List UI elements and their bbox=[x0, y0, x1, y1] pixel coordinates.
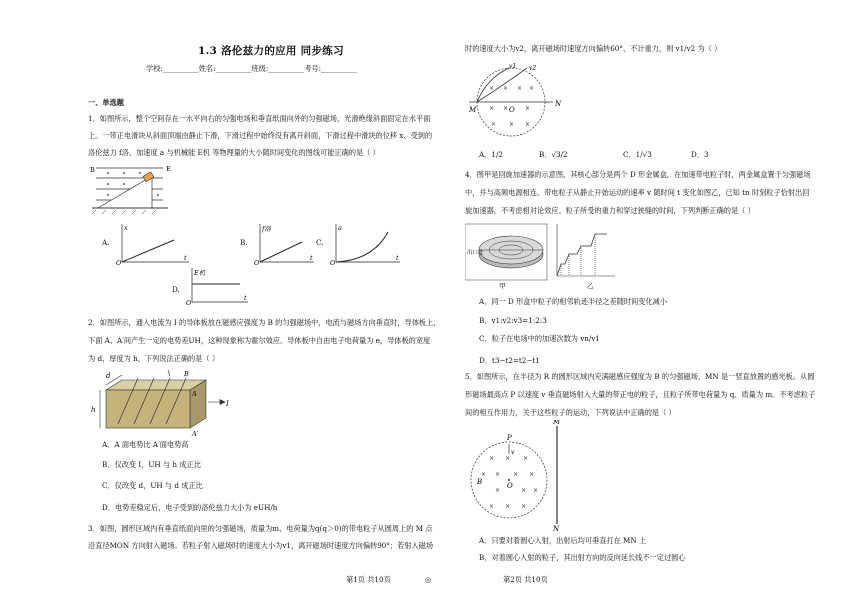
q5-label-N: N bbox=[553, 525, 560, 532]
q4-line-3: 旋加速器，不考虑相对论效应、粒子所受的重力和穿过狭缝的时间，下列判断正确的是（ ） bbox=[465, 206, 755, 215]
svg-text:×: × bbox=[525, 105, 531, 112]
q4-label-yi: 乙 bbox=[587, 282, 594, 290]
q1-label-B: B bbox=[90, 166, 95, 174]
q3-label-O: O bbox=[509, 106, 515, 114]
svg-text:×: × bbox=[489, 455, 495, 462]
q1-graph-b-yaxis: f洛 bbox=[262, 225, 271, 233]
q1-graph-d-origin: O bbox=[186, 299, 192, 307]
q1-graph-d-yaxis: E机 bbox=[194, 269, 206, 277]
svg-text:×: × bbox=[521, 503, 527, 510]
q1-graph-d bbox=[184, 266, 254, 308]
q4-line-2: 中，并与高频电源相连。带电粒子从静止开始运动的速率 v 随时间 t 变化如图乙，已知 tn 时刻粒子恰射出回 bbox=[465, 188, 810, 197]
q1-graph-b-xaxis: t bbox=[310, 254, 313, 262]
svg-text:×: × bbox=[533, 487, 539, 494]
q1-line-1: 1．如图所示，整个空间存在一水平向右的匀强电场和垂直纸面向外的匀强磁场，光滑绝缘斜面固定在水平面 bbox=[88, 114, 431, 123]
q2-hall-plate-figure bbox=[88, 368, 238, 438]
q2-label-A-prime: A′ bbox=[192, 430, 199, 438]
svg-text:×: × bbox=[489, 85, 495, 92]
q1-graph-a-xaxis: t bbox=[184, 254, 187, 262]
q1-line-2: 上。一带正电滑块从斜面顶端由静止下滑，下滑过程中始终没有离开斜面，下滑过程中滑块的位移 x、受到的 bbox=[88, 131, 433, 140]
svg-text:×: × bbox=[503, 105, 509, 112]
q4-option-c[interactable]: C．粒子在电场中的加速次数为 vn/v1 bbox=[479, 334, 600, 343]
q4-label-exit: 出口处 bbox=[467, 250, 484, 256]
svg-text:×: × bbox=[489, 503, 495, 510]
q1-graph-b bbox=[252, 222, 322, 266]
q5-label-B: B bbox=[477, 478, 483, 486]
q1-option-a[interactable]: A. bbox=[102, 238, 110, 247]
q1-field-figure bbox=[88, 164, 178, 218]
q2-label-I: I bbox=[226, 400, 229, 408]
svg-text:×: × bbox=[505, 455, 511, 462]
section-heading: 一、单选题 bbox=[88, 98, 124, 107]
q5-label-O: O bbox=[507, 482, 513, 490]
q2-line-1: 2．如图所示，通入电流为 I 的导体板放在磁感应强度为 B 的匀强磁场中，电流与磁场方向垂直时，导体板上， bbox=[88, 318, 441, 327]
q3-option-b[interactable]: B．√3/2 bbox=[539, 150, 568, 159]
q1-option-d[interactable]: D. bbox=[172, 285, 180, 294]
q3-label-v2: v2 bbox=[529, 65, 537, 72]
q1-graph-b-origin: O bbox=[254, 259, 260, 266]
q1-graph-c-xaxis: t bbox=[396, 254, 399, 262]
q2-label-A: A bbox=[192, 390, 197, 398]
svg-text:×: × bbox=[481, 471, 487, 478]
q1-graph-a bbox=[114, 222, 194, 266]
q5-circle-figure bbox=[465, 420, 575, 532]
svg-text:×: × bbox=[529, 471, 535, 478]
svg-text:×: × bbox=[529, 85, 535, 92]
footer-left-page: 第1页 共10页 bbox=[346, 575, 391, 584]
svg-text:×: × bbox=[495, 487, 501, 494]
q4-option-a[interactable]: A．同一 D 形盒中粒子的相邻轨迹半径之差随时间变化减小 bbox=[479, 297, 668, 306]
q2-label-h: h bbox=[91, 406, 96, 414]
q4-option-b[interactable]: B．v1:v2:v3=1:2:3 bbox=[479, 316, 547, 325]
q3-line-3: 时的速度大小为v2，离开磁场时速度方向偏转60°，不计重力，则 v1/v2 为（ ） bbox=[465, 44, 722, 53]
q1-graph-a-origin: O bbox=[116, 259, 122, 266]
q5-label-P: P bbox=[507, 434, 512, 442]
q5-line-3: 间的相互作用力，关于这些粒子的运动，下列说法中正确的是（ ） bbox=[465, 408, 676, 417]
q1-label-E: E bbox=[166, 165, 171, 173]
q3-option-c[interactable]: C．1/√3 bbox=[623, 150, 652, 159]
q3-label-N: N bbox=[555, 100, 562, 108]
q5-line-1: 5．如图所示，在半径为 R 的圆形区域内充满磁感应强度为 B 的匀强磁场，MN 是一竖直放置的感光板。从圆 bbox=[465, 372, 815, 381]
student-info-line: 学校:__________姓名:__________班级:__________考号:__________ bbox=[146, 64, 357, 73]
q1-graph-c-yaxis: a bbox=[338, 224, 342, 232]
q5-label-v: v bbox=[511, 449, 515, 456]
q2-option-d[interactable]: D．电势差稳定后，电子受到的洛伦兹力大小为 eUH/h bbox=[102, 503, 278, 512]
q2-line-2: 下面 A、A′间产生一定的电势差UH，这种现象称为霍尔效应。导体板中自由电子电荷量为 e，导体板的宽度 bbox=[88, 336, 431, 345]
q4-cyclotron-figure bbox=[465, 220, 625, 292]
q3-circle-figure bbox=[465, 60, 575, 142]
svg-text:×: × bbox=[509, 121, 515, 128]
q5-option-b[interactable]: B．对着圆心入射的粒子，其出射方向的反向延长线不一定过圆心 bbox=[479, 553, 686, 562]
q5-label-M: M bbox=[553, 420, 561, 426]
q3-label-v1: v1 bbox=[509, 63, 517, 70]
svg-text:×: × bbox=[505, 503, 511, 510]
svg-text:×: × bbox=[517, 85, 523, 92]
q1-graph-c bbox=[328, 222, 408, 266]
q2-label-B: B bbox=[184, 370, 189, 378]
footer-divider-mark: ◎ bbox=[425, 575, 432, 584]
q3-line-2: 沿直径MON 方向射入磁场。若粒子射入磁场时的速度大小为v1，离开磁场时速度方向偏转90°；若射入磁场 bbox=[88, 541, 434, 550]
q3-option-d[interactable]: D．3 bbox=[691, 150, 709, 159]
svg-text:×: × bbox=[525, 121, 531, 128]
q5-line-2: 形磁场最高点 P 以速度 v 垂直磁场射入大量的带正电的粒子，且粒子所带电荷量为 q、质量为 m。不考虑粒子 bbox=[465, 390, 816, 399]
footer-right-page: 第2页 共10页 bbox=[503, 575, 548, 584]
svg-text:×: × bbox=[491, 121, 497, 128]
q5-option-a[interactable]: A．只要对着圆心入射，出射后均可垂直打在 MN 上 bbox=[479, 536, 647, 545]
q4-option-d[interactable]: D．t3−t2=t2−t1 bbox=[479, 356, 540, 365]
q2-option-a[interactable]: A．A 面电势比 A′面电势高 bbox=[102, 440, 189, 449]
svg-text:×: × bbox=[521, 487, 527, 494]
q4-label-jia: 甲 bbox=[499, 282, 506, 290]
q4-line-1: 4．图甲是回旋加速器的示意图，其核心部分是两个 D 形金属盒，在加速带电粒子时，两金属盒置于匀强磁场 bbox=[465, 170, 811, 179]
q3-option-a[interactable]: A．1/2 bbox=[479, 150, 503, 159]
page-title: 1.3 洛伦兹力的应用 同步练习 bbox=[198, 45, 344, 57]
svg-text:×: × bbox=[503, 85, 509, 92]
q1-option-c[interactable]: C. bbox=[316, 238, 324, 247]
svg-text:×: × bbox=[489, 105, 495, 112]
q2-option-c[interactable]: C．仅改变 d，UH 与 d 成正比 bbox=[102, 481, 203, 490]
q1-option-b[interactable]: B. bbox=[240, 238, 248, 247]
q2-line-3: 为 d，厚度为 h，下列说法正确的是（ ） bbox=[88, 354, 220, 363]
q1-graph-c-origin: O bbox=[330, 259, 336, 266]
q1-graph-a-yaxis: x bbox=[124, 224, 128, 232]
q1-graph-d-xaxis: t bbox=[244, 294, 247, 302]
q2-label-d: d bbox=[106, 372, 111, 380]
q1-line-3: 洛伦兹力 f洛、加速度 a 与机械能 E机 等物理量的大小随时间变化的图线可能正确的是（ ） bbox=[88, 148, 380, 157]
svg-text:×: × bbox=[495, 471, 501, 478]
q3-label-M: M bbox=[469, 106, 477, 114]
q2-option-b[interactable]: B．仅改变 I，UH 与 h 成正比 bbox=[102, 460, 201, 469]
svg-text:×: × bbox=[513, 471, 519, 478]
svg-text:×: × bbox=[523, 455, 529, 462]
q3-line-1: 3．如图，圆形区域内有垂直纸面向里的匀强磁场，质量为m、电荷量为q(q＞0)的带电粒子从圆周上的 M 点 bbox=[88, 524, 433, 533]
